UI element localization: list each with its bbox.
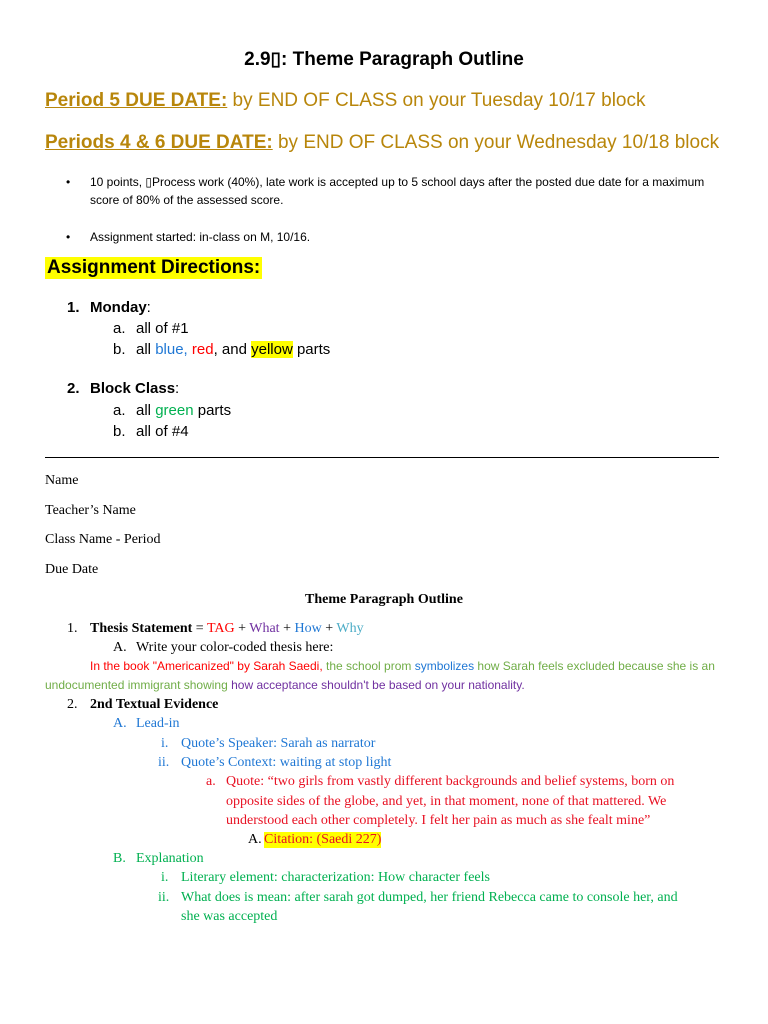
quote-line: Quote: “two girls from vastly different backgrounds and belief systems, born on (226, 774, 675, 789)
period-5-due-label: Period 5 DUE DATE: (45, 90, 228, 111)
quote-context: Quote’s Context: waiting at stop light (181, 755, 392, 770)
outline-roman: ii. (158, 890, 170, 905)
second-textual-evidence-label: 2nd Textual Evidence (90, 697, 219, 712)
step-letter: a. (113, 402, 126, 419)
citation: Citation: (Saedi 227) (264, 832, 382, 847)
thesis-statement-line: Thesis Statement = TAG + What + How + Why (90, 621, 364, 636)
outline-letter: A. (248, 832, 262, 847)
step-1-item-b: all blue, red, and yellow parts (136, 341, 331, 358)
bullet-icon: • (66, 175, 71, 189)
step-1-item-a: all of #1 (136, 320, 189, 337)
bullet-text: Assignment started: in-class on M, 10/16. (90, 230, 311, 244)
step-letter: b. (113, 423, 126, 440)
outline-letter: B. (113, 851, 126, 866)
step-number: 1. (67, 299, 80, 316)
bullet-icon: • (66, 230, 71, 244)
outline-roman: ii. (158, 755, 170, 770)
step-label-block-class: Block Class: (90, 380, 180, 397)
bullet-item (66, 173, 746, 213)
bullet-item (66, 228, 746, 248)
period-4-6-due-text: by END OF CLASS on your Wednesday 10/18 block (272, 132, 720, 153)
explanation-line: she was accepted (181, 909, 278, 924)
horizontal-divider (45, 457, 719, 458)
outline-letter: a. (206, 774, 216, 789)
quote-speaker: Quote’s Speaker: Sarah as narrator (181, 736, 376, 751)
name-field: Name (45, 473, 79, 488)
outline-title: Theme Paragraph Outline (305, 592, 463, 607)
explanation-line: What does is mean: after sarah got dumped, her friend Rebecca came to console her, and (181, 890, 678, 905)
assignment-directions-heading: Assignment Directions: (47, 257, 261, 278)
period-5-due-text: by END OF CLASS on your Tuesday 10/17 block (227, 90, 646, 111)
thesis-text: In the book "Americanized" by Sarah Saedi, the school prom symbolizes how Sarah feels excluded because she is an undocumented immigrant showing how acceptance shouldn't be based on your nationality. (45, 659, 715, 692)
outline-number: 1. (67, 621, 78, 636)
step-number: 2. (67, 380, 80, 397)
lead-in-label: Lead-in (136, 716, 180, 731)
outline-letter: A. (113, 716, 127, 731)
outline-letter: A. (113, 640, 127, 655)
outline-roman: i. (161, 736, 169, 751)
step-2-item-a: all green parts (136, 402, 232, 419)
bullet-text: 10 points, ▯Process work (40%), late work is accepted up to 5 school days after the posted due date for a maximum score of 80% of the assessed score. (90, 175, 705, 207)
step-label-monday: Monday: (90, 299, 151, 316)
teacher-name-field: Teacher’s Name (45, 503, 136, 518)
period-4-6-due-date (45, 132, 719, 154)
step-letter: b. (113, 341, 126, 358)
outline-number: 2. (67, 697, 78, 712)
thesis-instruction: Write your color-coded thesis here: (136, 640, 334, 655)
due-date-field: Due Date (45, 562, 99, 577)
literary-element: Literary element: characterization: How character feels (181, 870, 490, 885)
quote-line: opposite sides of the globe, and yet, in that moment, none of that mattered. We (226, 794, 667, 809)
document-title: 2.9▯: Theme Paragraph Outline (244, 49, 524, 70)
period-5-due-date (45, 90, 646, 112)
class-period-field: Class Name - Period (45, 532, 161, 547)
step-letter: a. (113, 320, 126, 337)
quote-line: understood each other completely. I felt her pain as much as she fealt mine” (226, 813, 651, 828)
explanation-label: Explanation (136, 851, 204, 866)
outline-roman: i. (161, 870, 169, 885)
step-2-item-b: all of #4 (136, 423, 189, 440)
period-4-6-due-label: Periods 4 & 6 DUE DATE: (45, 132, 273, 153)
